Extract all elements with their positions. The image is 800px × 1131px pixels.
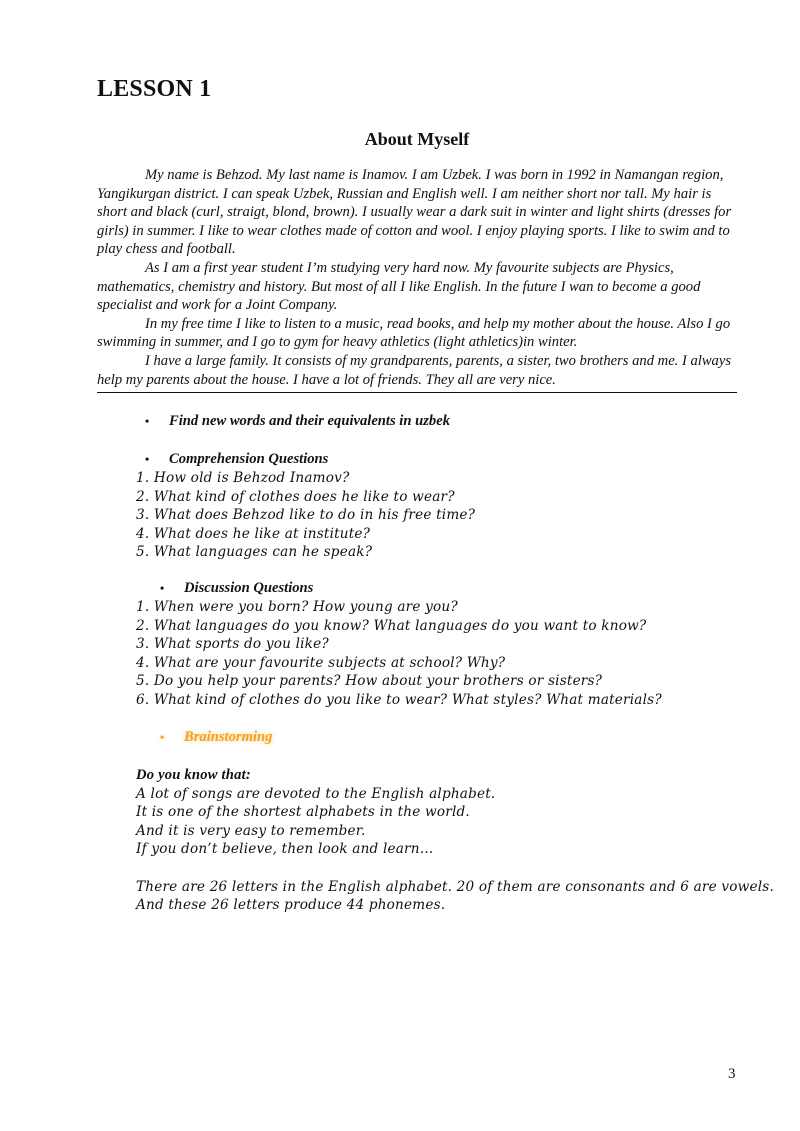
paragraph: In my free time I like to listen to a music, read books, and help my mother about the house. Also I go swimming in summer, and I go to gym for heavy athletics (light athletics)in winter. [97, 315, 731, 351]
page-number: 3 [728, 1066, 736, 1082]
did-you-know-heading: Do you know that: [136, 767, 251, 783]
question-item: 3. What does Behzod like to do in his free time? [136, 507, 476, 524]
bullet-icon: • [145, 452, 150, 466]
task-label: Comprehension Questions [169, 451, 329, 467]
spacer [136, 859, 774, 878]
question-item: 5. What languages can he speak? [136, 544, 373, 561]
divider-line [97, 392, 737, 393]
did-you-know-section [136, 766, 774, 915]
alphabet-fact: And these 26 letters produce 44 phonemes. [136, 897, 446, 914]
task-label: Find new words and their equivalents in uzbek [169, 413, 450, 429]
question-item: 3. What sports do you like? [136, 636, 329, 653]
did-you-know-line: It is one of the shortest alphabets in the world. [136, 804, 470, 821]
task-label: Discussion Questions [184, 580, 314, 596]
task-label: Brainstorming [184, 729, 273, 745]
question-item: 4. What does he like at institute? [136, 525, 371, 542]
question-item: 2. What kind of clothes does he like to wear? [136, 488, 455, 505]
bullet-icon: • [145, 414, 150, 428]
paragraph: My name is Behzod. My last name is Inamov. I am Uzbek. I was born in 1992 in Namangan region, Yangikurgan district. I can speak Uzbek, Russian and English well. I am neither short nor tall. My hair is short and black (curl, straigt, blond, brown). I usually wear a dark suit in winter and light shirts (dresses for girls) in summer. I like to wear clothes made of cotton and wool. I enjoy playing sports. I like to swim and to play chess and football. [97, 167, 732, 258]
did-you-know-line: A lot of songs are devoted to the English alphabet. [136, 785, 496, 802]
bullet-icon: • [160, 730, 165, 744]
section-title: About Myself [364, 129, 470, 149]
question-item: 2. What languages do you know? What languages do you want to know? [136, 617, 647, 634]
did-you-know-line: If you don’t believe, then look and learn… [136, 841, 434, 858]
question-item: 5. Do you help your parents? How about your brothers or sisters? [136, 673, 603, 690]
task-discussion-questions [160, 580, 313, 597]
task-brainstorming [160, 729, 272, 746]
task-find-new-words [145, 413, 450, 430]
lesson-title: LESSON 1 [97, 76, 212, 102]
comprehension-questions-list [136, 469, 475, 562]
did-you-know-line: And it is very easy to remember. [136, 822, 366, 839]
paragraph: I have a large family. It consists of my grandparents, parents, a sister, two brothers and me. I always help my parents about the house. I have a lot of friends. They all are very nice. [97, 352, 732, 388]
discussion-questions-list [136, 598, 662, 710]
bullet-icon: • [160, 581, 165, 595]
reading-text [97, 166, 737, 389]
task-comprehension-questions [145, 451, 328, 468]
alphabet-fact: There are 26 letters in the English alphabet. 20 of them are consonants and 6 are vowels. [136, 878, 774, 895]
question-item: 1. How old is Behzod Inamov? [136, 470, 350, 486]
paragraph: As I am a first year student I’m studying very hard now. My favourite subjects are Physics, mathematics, chemistry and history. But most of all I like English. In the future I wan to become a good specialist and work for a Joint Company. [97, 259, 701, 314]
question-item: 1. When were you born? How young are you? [136, 599, 458, 615]
question-item: 6. What kind of clothes do you like to wear? What styles? What materials? [136, 691, 662, 708]
question-item: 4. What are your favourite subjects at school? Why? [136, 654, 506, 671]
